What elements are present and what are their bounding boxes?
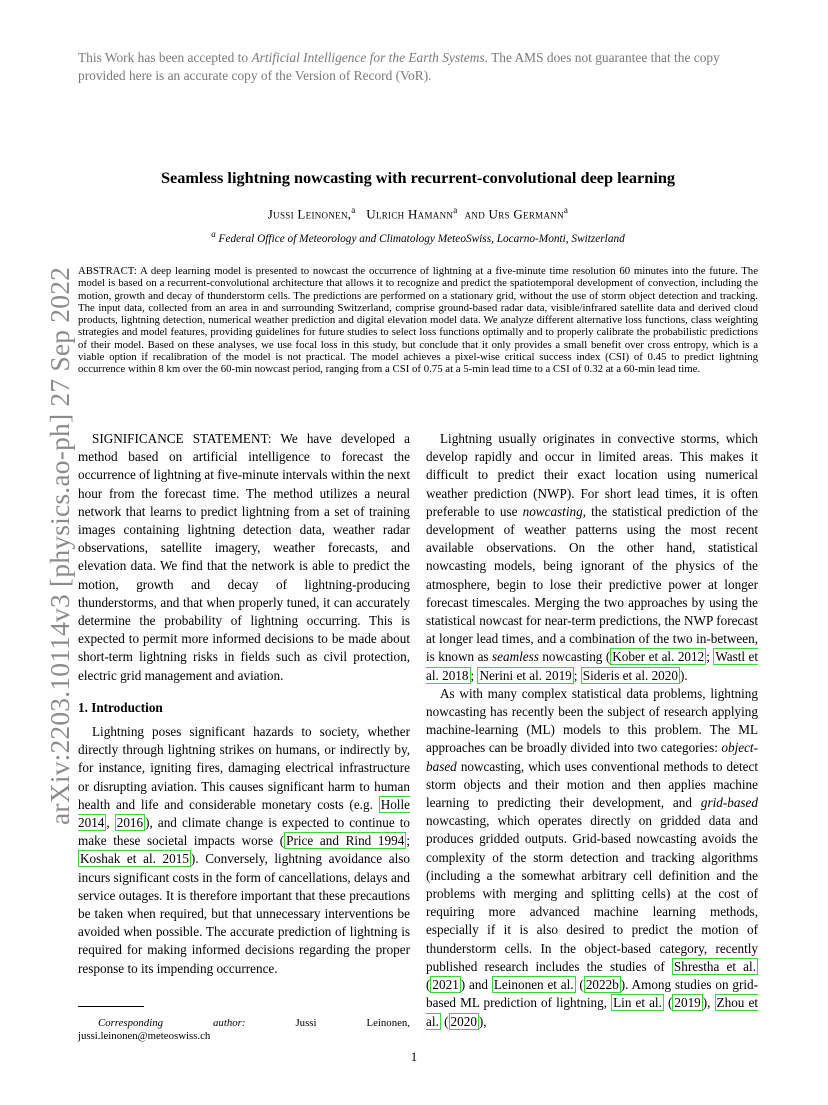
notice-text-2: . The AMS does not guarantee that the copy provided here is an accurate copy of the Version of Record (VoR). bbox=[78, 50, 720, 83]
abstract: ABSTRACT: A deep learning model is presented to nowcast the occurrence of lightning at a five-minute time resolution 60 minutes into the future. The model is based on a recurrent-convolutional architecture that allows it to recognize and predict the spatiotemporal development of convection, including the motion, growth and decay of thunderstorm cells. The predictions are performed on a stationary grid, without the use of storm object detection and tracking. The input data, collected from an area in and surrounding Switzerland, comprise ground-based radar data, visible/infrared satellite data and derived cloud products, lightning detection, numerical weather prediction and digital elevation model data. We analyze different alternative loss functions, class weighting strategies and model features, providing guidelines for future studies to select loss functions optimally and to properly calibrate the probabilistic predictions of their model. Based on these analyses, we use focal loss in this study, but conclude that it only provides a small benefit over cross entropy, which is a viable option if recalibration of the model is not practical. The model achieves a pixel-wise critical success index (CSI) of 0.45 to predict lightning occurrence within 8 km over the 60-min nowcast period, ranging from a CSI of 0.75 at a 5-min lead time to a CSI of 0.32 at a 60-min lead time. bbox=[78, 265, 758, 376]
author-1-mark: a bbox=[351, 205, 356, 215]
affiliation-text: Federal Office of Meteorology and Climatology MeteoSwiss, Locarno-Monti, Switzerland bbox=[218, 232, 625, 245]
author-3: and Urs Germann bbox=[464, 206, 564, 222]
footnote-email[interactable]: jussi.leinonen@meteoswiss.ch bbox=[78, 1029, 211, 1042]
journal-name: Artificial Intelligence for the Earth Systems bbox=[251, 50, 485, 65]
author-3-mark: a bbox=[563, 205, 569, 215]
citation-link[interactable]: Sideris et al. 2020 bbox=[582, 667, 678, 683]
citation-link[interactable]: Kober et al. 2012 bbox=[612, 649, 705, 665]
citation-link[interactable]: Zhou et al. bbox=[426, 995, 758, 1029]
notice-text: This Work has been accepted to bbox=[78, 50, 252, 65]
citation-link[interactable]: 2022b bbox=[585, 977, 619, 993]
citation-link[interactable]: Holle 2014 bbox=[78, 796, 410, 831]
citation-link[interactable]: Price and Rind 1994 bbox=[286, 833, 405, 849]
significance-statement: SIGNIFICANCE STATEMENT: We have developed a method based on artificial intelligence to forecast the occurrence of lightning at five-minute intervals within the next hour from the forecast time. The method utilizes a neural network that learns to predict lightning from a set of training images containing lightning detection data, weather radar observations, satellite imagery, weather forecasts, and elevation data. We find that the network is able to predict the motion, growth and decay of lightning-producing thunderstorms, and that when properly tuned, it can accurately determine the probability of lightning occurring. This is expected to permit more informed decisions to be made about short-term lightning risks in fields such as civil protection, electric grid management and aviation. bbox=[78, 431, 410, 683]
intro-paragraph-2: Lightning usually originates in convective storms, which develop rapidly and occur in limited areas. This makes it difficult to predict their exact location using numerical weather prediction (NWP). For short lead times, it is often preferable to use nowcasting, the statistical prediction of the development of weather patterns using the most recent available observations. On the other hand, statistical nowcasting models, being ignorant of the physics of the atmosphere, begin to lose their predictive power at longer forecast timescales. Merging the two approaches by using the statistical nowcast for near-term predictions, the NWP forecast at longer lead times, and a combination of the two in-between, is known as seamless nowcasting ( Kober et al. 2012 ; Wastl et al. 2018 ; Nerini et al. 2019 ; Sideris et al. 2020 ). bbox=[426, 431, 759, 683]
footnote bbox=[78, 1017, 410, 1043]
citation-link[interactable]: Shrestha et al. bbox=[673, 958, 756, 974]
footnote-label-2: author: bbox=[213, 1016, 246, 1029]
intro-paragraph-3: As with many complex statistical data problems, lightning nowcasting has recently been the subject of research applying machine-learning (ML) models to this problem. The ML approaches can be broadly divided into two categories: object-based nowcasting, which uses conventional methods to detect storm objects and their motion and then applies machine learning to predicting their development, and grid-based nowcasting, which operates directly on gridded data and produces gridded outputs. Grid-based nowcasting avoids the complexity of the storm detection and tracking algorithms (including a the somewhat arbitrary cell definition and the problems with merging and splitting cells) at the cost of requiring more advanced machine learning methods, especially if it is also desired to predict the motion of thunderstorm cells. In the object-based category, recently published research includes the studies of Shrestha et al. ( 2021 ) and Leinonen et al. ( 2022b ). Among studies on grid-based ML prediction of lightning, Lin et al. ( 2019 ), Zhou et al. ( 2020 ), bbox=[426, 685, 758, 1029]
footnote-name-1: Jussi bbox=[295, 1016, 317, 1029]
citation-link[interactable]: 2021 bbox=[432, 977, 459, 993]
arxiv-sidebar bbox=[0, 0, 75, 1105]
footnote-label: Corresponding bbox=[98, 1016, 163, 1029]
citation-link[interactable]: 2020 bbox=[450, 1013, 477, 1029]
arxiv-identifier: arXiv:2203.10114v3 [physics.ao-ph] 27 Sep 2022 bbox=[44, 266, 75, 825]
right-column bbox=[426, 430, 758, 1031]
citation-link[interactable]: Leinonen et al. bbox=[493, 977, 574, 993]
affiliation-mark: a bbox=[211, 229, 216, 239]
affiliation bbox=[78, 229, 758, 245]
author-2: Ulrich Hamann bbox=[366, 206, 454, 222]
author-1: Jussi Leinonen, bbox=[267, 206, 352, 222]
footnote-divider bbox=[78, 1006, 144, 1007]
citation-link[interactable]: Wastl et al. 2018 bbox=[426, 649, 758, 683]
author-list bbox=[78, 205, 758, 222]
paper-title: Seamless lightning nowcasting with recurrent-convolutional deep learning bbox=[160, 168, 676, 187]
footnote-name-2: Leinonen, bbox=[366, 1016, 410, 1029]
section-heading: 1. Introduction bbox=[78, 699, 163, 715]
citation-link[interactable]: Nerini et al. 2019 bbox=[479, 667, 572, 683]
left-column bbox=[78, 430, 410, 1043]
citation-link[interactable]: Lin et al. bbox=[613, 995, 662, 1011]
citation-link[interactable]: 2019 bbox=[674, 995, 701, 1011]
publication-notice bbox=[78, 49, 758, 85]
page-number: 1 bbox=[410, 1049, 418, 1064]
intro-paragraph-1: Lightning poses significant hazards to society, whether directly through lightning strikes on humans, or indirectly by, for instance, igniting fires, damaging electrical infrastructure or disrupting aviation. This causes significant harm to human health and life and considerable monetary costs (e.g. Holle 2014 , 2016 ), and climate change is expected to continue to make these societal impacts worse ( Price and Rind 1994 ; Koshak et al. 2015 ). Conversely, lightning avoidance also incurs significant costs in the form of cancellations, delays and service outages. It is therefore important that these precautions be taken when required, but that unnecessary interventions be avoided when possible. The accurate prediction of lightning is required for making informed decisions regarding the proper response to its impending occurrence. bbox=[78, 724, 410, 976]
author-2-mark: a bbox=[453, 205, 458, 215]
citation-link[interactable]: Koshak et al. 2015 bbox=[80, 851, 189, 867]
citation-link[interactable]: 2016 bbox=[116, 815, 144, 831]
